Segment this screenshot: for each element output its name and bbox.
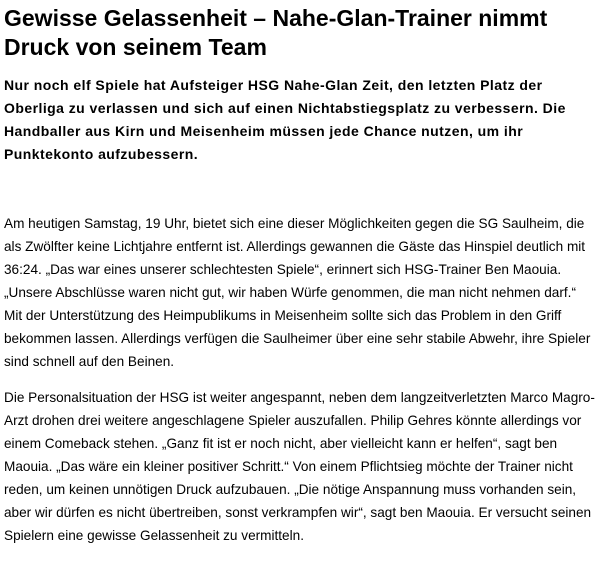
article-body bbox=[4, 212, 596, 547]
article-paragraph-2: Die Personalsituation der HSG ist weiter angespannt, neben dem langzeitverletzten Marco Magro-Arzt drohen drei weitere angeschlagene Spieler auszufallen. Philip Gehres könnte allerdings vor einem Comeback stehen. „Ganz fit ist er noch nicht, aber vielleicht kann er helfen“, sagt ben Maouia. „Das wäre ein kleiner positiver Schritt.“ Von einem Pflichtsieg möchte der Trainer nicht reden, um keinen unnötigen Druck aufzubauen. „Die nötige Anspannung muss vorhanden sein, aber wir dürfen es nicht übertreiben, sonst verkrampfen wir“, sagt ben Maouia. Er versucht seinen Spielern eine gewisse Gelassenheit zu vermitteln. bbox=[4, 390, 595, 543]
article-lead: Nur noch elf Spiele hat Aufsteiger HSG Nahe-Glan Zeit, den letzten Platz der Oberliga zu verlassen und sich auf einen Nichtabstiegsplatz zu verbessern. Die Handballer aus Kirn und Meisenheim müssen jede Chance nutzen, um ihr Punktekonto aufzubessern. bbox=[4, 77, 566, 162]
article-headline: Gewisse Gelassenheit – Nahe-Glan-Trainer nimmt Druck von seinem Team bbox=[4, 5, 548, 60]
article-paragraph-1: Am heutigen Samstag, 19 Uhr, bietet sich eine dieser Möglichkeiten gegen die SG Saulheim, die als Zwölfter keine Lichtjahre entfernt ist. Allerdings gewannen die Gäste das Hinspiel deutlich mit 36:24. „Das war eines unserer schlechtesten Spiele“, erinnert sich HSG-Trainer Ben Maouia. „Unsere Abschlüsse waren nicht gut, wir haben Würfe genommen, die man nicht nehmen darf.“ Mit der Unterstützung des Heimpublikums in Meisenheim sollte sich das Problem in den Griff bekommen lassen. Allerdings verfügen die Saulheimer über eine sehr stabile Abwehr, ihre Spieler sind schnell auf den Beinen. bbox=[4, 216, 591, 369]
